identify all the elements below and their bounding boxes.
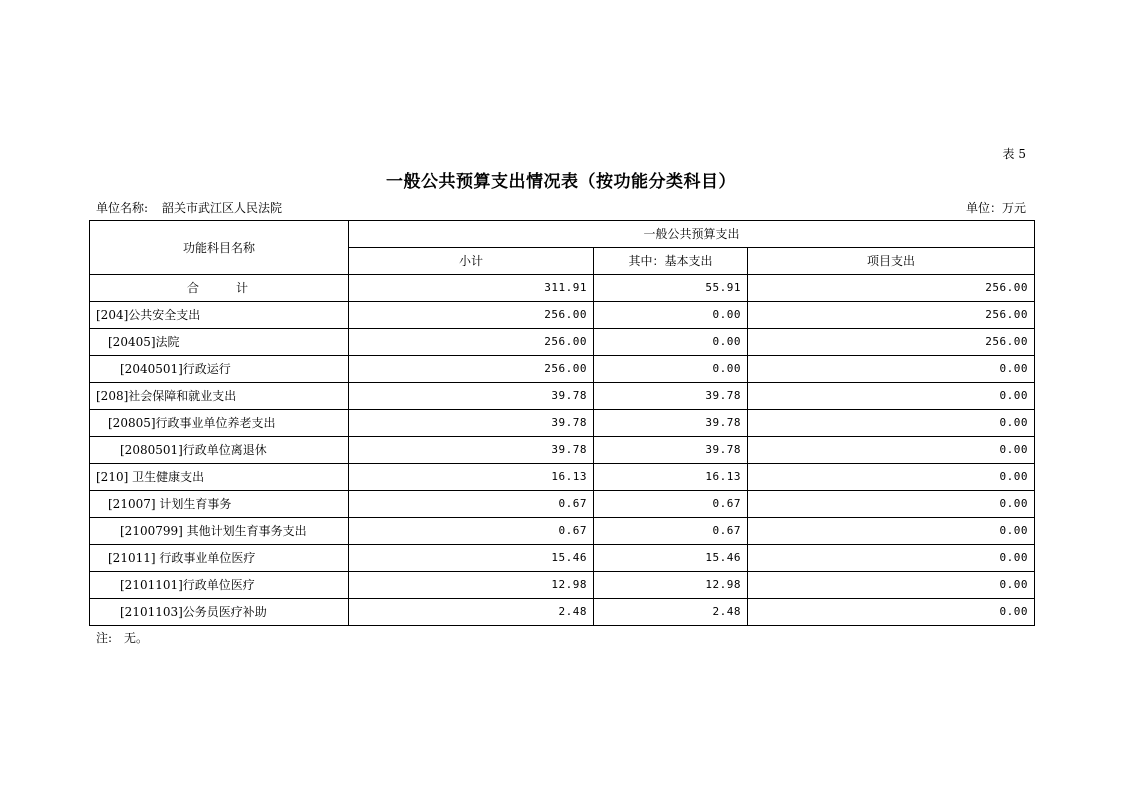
row-name: [21007] 计划生育事务 — [90, 491, 349, 518]
table-row — [90, 545, 1035, 572]
table-row — [90, 464, 1035, 491]
row-basic: 15.46 — [594, 545, 748, 572]
row-project: 0.00 — [748, 464, 1035, 491]
row-project: 0.00 — [748, 491, 1035, 518]
row-basic: 0.67 — [594, 518, 748, 545]
row-name: [2100799] 其他计划生育事务支出 — [90, 518, 349, 545]
total-project: 256.00 — [748, 275, 1035, 302]
row-project: 256.00 — [748, 302, 1035, 329]
row-project: 0.00 — [748, 545, 1035, 572]
org-label: 单位名称: — [96, 201, 149, 215]
total-row — [90, 275, 1035, 302]
table-row — [90, 437, 1035, 464]
row-project: 0.00 — [748, 599, 1035, 626]
row-project: 256.00 — [748, 329, 1035, 356]
row-subtotal: 16.13 — [349, 464, 594, 491]
note-text: 无。 — [124, 631, 149, 645]
total-subtotal: 311.91 — [349, 275, 594, 302]
footnote — [96, 630, 148, 646]
row-name: [20805]行政事业单位养老支出 — [90, 410, 349, 437]
row-project: 0.00 — [748, 383, 1035, 410]
row-subtotal: 15.46 — [349, 545, 594, 572]
row-basic: 2.48 — [594, 599, 748, 626]
page-title: 一般公共预算支出情况表（按功能分类科目） — [386, 172, 736, 192]
budget-table — [89, 220, 1035, 626]
note-label: 注: — [96, 631, 113, 645]
table-row — [90, 491, 1035, 518]
row-subtotal: 256.00 — [349, 302, 594, 329]
amount-unit: 单位：万元 — [965, 201, 1026, 215]
row-name: [20405]法院 — [90, 329, 349, 356]
table-row — [90, 302, 1035, 329]
total-label-b: 计 — [236, 281, 252, 295]
row-subtotal: 39.78 — [349, 437, 594, 464]
header-subtotal: 小计 — [349, 248, 594, 275]
row-name: [2040501]行政运行 — [90, 356, 349, 383]
header-project: 项目支出 — [748, 248, 1035, 275]
unit-info-row — [96, 199, 1026, 217]
row-project: 0.00 — [748, 356, 1035, 383]
row-subtotal: 0.67 — [349, 518, 594, 545]
row-project: 0.00 — [748, 518, 1035, 545]
row-project: 0.00 — [748, 437, 1035, 464]
row-name: [208]社会保障和就业支出 — [90, 383, 349, 410]
header-group: 一般公共预算支出 — [349, 221, 1035, 248]
total-label — [90, 275, 349, 302]
row-subtotal: 39.78 — [349, 410, 594, 437]
row-name: [204]公共安全支出 — [90, 302, 349, 329]
row-basic: 39.78 — [594, 437, 748, 464]
row-basic: 12.98 — [594, 572, 748, 599]
table-row — [90, 356, 1035, 383]
row-basic: 0.67 — [594, 491, 748, 518]
row-subtotal: 256.00 — [349, 329, 594, 356]
table-row — [90, 599, 1035, 626]
table-row — [90, 383, 1035, 410]
row-subtotal: 39.78 — [349, 383, 594, 410]
row-name: [21011] 行政事业单位医疗 — [90, 545, 349, 572]
row-basic: 39.78 — [594, 410, 748, 437]
row-basic: 0.00 — [594, 302, 748, 329]
header-row-1 — [90, 221, 1035, 248]
row-subtotal: 256.00 — [349, 356, 594, 383]
row-subtotal: 2.48 — [349, 599, 594, 626]
table-row — [90, 518, 1035, 545]
header-name-col: 功能科目名称 — [90, 221, 349, 275]
table-number: 表 5 — [1002, 147, 1026, 161]
row-project: 0.00 — [748, 572, 1035, 599]
row-project: 0.00 — [748, 410, 1035, 437]
row-name: [2101101]行政单位医疗 — [90, 572, 349, 599]
row-name: [2101103]公务员医疗补助 — [90, 599, 349, 626]
row-subtotal: 0.67 — [349, 491, 594, 518]
row-basic: 0.00 — [594, 356, 748, 383]
row-basic: 0.00 — [594, 329, 748, 356]
table-row — [90, 572, 1035, 599]
total-basic: 55.91 — [594, 275, 748, 302]
org-name: 韶关市武江区人民法院 — [162, 201, 283, 215]
table-row — [90, 329, 1035, 356]
table-row — [90, 410, 1035, 437]
row-basic: 39.78 — [594, 383, 748, 410]
row-name: [210] 卫生健康支出 — [90, 464, 349, 491]
org-info — [96, 199, 282, 217]
total-label-a: 合 — [186, 281, 202, 295]
header-basic: 其中：基本支出 — [594, 248, 748, 275]
row-subtotal: 12.98 — [349, 572, 594, 599]
row-basic: 16.13 — [594, 464, 748, 491]
row-name: [2080501]行政单位离退休 — [90, 437, 349, 464]
